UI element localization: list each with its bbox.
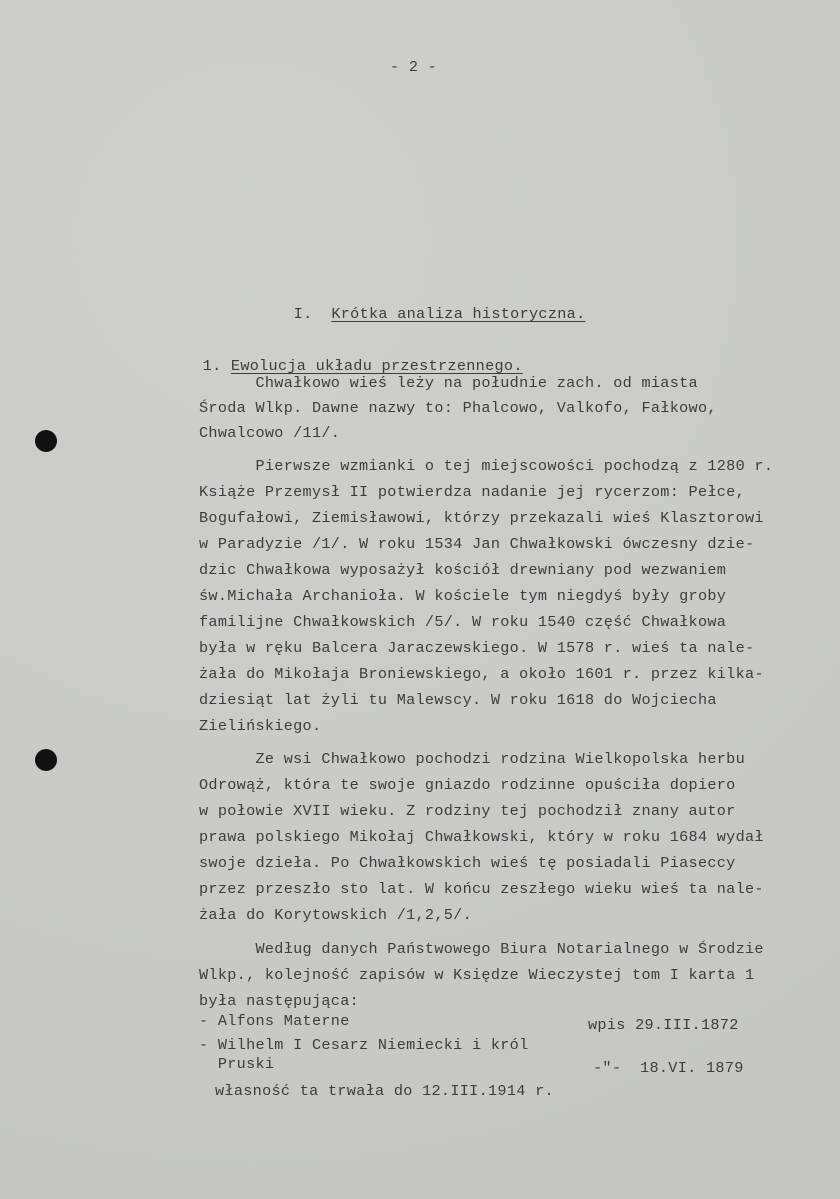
paragraph-line: żała do Mikołaja Broniewskiego, a około 1601 r. przez kilka- <box>199 665 764 683</box>
section-title: Krótka analiza historyczna. <box>331 305 586 323</box>
paragraph-line: Ze wsi Chwałkowo pochodzi rodzina Wielkopolska herbu <box>199 750 746 768</box>
punch-hole-bottom <box>35 749 57 771</box>
paragraph-line: była następująca: <box>199 992 360 1010</box>
paragraph-line: Według danych Państwowego Biura Notarialnego w Środzie <box>199 940 764 958</box>
subsection-number: 1. <box>202 357 222 375</box>
paragraph-line: żała do Korytowskich /1,2,5/. <box>199 906 473 924</box>
entry-name-continuation: Pruski <box>199 1055 275 1073</box>
paragraph-line: w połowie XVII wieku. Z rodziny tej pochodził znany autor <box>199 802 736 820</box>
paragraph-line: Środa Wlkp. Dawne nazwy to: Phalcowo, Valkofo, Fałkowo, <box>199 399 717 417</box>
paragraph-line: przez przeszło sto lat. W końcu zeszłego wieku wieś ta nale- <box>199 880 764 898</box>
entry-record: wpis 29.III.1872 <box>588 1016 739 1034</box>
paragraph-line: dziesiąt lat żyli tu Malewscy. W roku 1618 do Wojciecha <box>199 691 717 709</box>
subsection-title: Ewolucja układu przestrzennego. <box>230 357 523 375</box>
page-number: - 2 - <box>390 58 438 76</box>
entry-name: - Wilhelm I Cesarz Niemiecki i król <box>199 1036 529 1054</box>
paragraph-line: była w ręku Balcera Jaraczewskiego. W 1578 r. wieś ta nale- <box>199 639 755 657</box>
paragraph-line: Wlkp., kolejność zapisów w Księdze Wieczystej tom I karta 1 <box>199 966 755 984</box>
paragraph-line: prawa polskiego Mikołaj Chwałkowski, który w roku 1684 wydał <box>199 828 764 846</box>
paragraph-line: Zielińskiego. <box>199 717 322 735</box>
paragraph-line: w Paradyzie /1/. W roku 1534 Jan Chwałkowski ówczesny dzie- <box>199 535 755 553</box>
section-heading <box>256 287 586 341</box>
paragraph-line: Książe Przemysł II potwierdza nadanie jej rycerzom: Pełce, <box>199 483 746 501</box>
paragraph-line: familijne Chwałkowskich /5/. W roku 1540 część Chwałkowa <box>199 613 727 631</box>
paragraph-line: Bogufałowi, Ziemisławowi, którzy przekazali wieś Klasztorowi <box>199 509 764 527</box>
paragraph-line: Pierwsze wzmianki o tej miejscowości pochodzą z 1280 r. <box>199 457 774 475</box>
paragraph-line: św.Michała Archanioła. W kościele tym niegdyś były groby <box>199 587 727 605</box>
section-number: I. <box>293 305 313 323</box>
entry-name: - Alfons Materne <box>199 1012 350 1030</box>
closing-line: własność ta trwała do 12.III.1914 r. <box>215 1082 554 1100</box>
paragraph-line: swoje dzieła. Po Chwałkowskich wieś tę posiadali Piaseccy <box>199 854 736 872</box>
paragraph-line: Chwałkowo wieś leży na południe zach. od miasta <box>199 374 698 392</box>
paragraph-line: Odrowąż, która te swoje gniazdo rodzinne opuściła dopiero <box>199 776 736 794</box>
punch-hole-top <box>35 430 57 452</box>
entry-record: -"- 18.VI. 1879 <box>593 1059 744 1077</box>
paragraph-line: dzic Chwałkowa wyposażył kościół drewniany pod wezwaniem <box>199 561 727 579</box>
paragraph-line: Chwalcowo /11/. <box>199 424 341 442</box>
